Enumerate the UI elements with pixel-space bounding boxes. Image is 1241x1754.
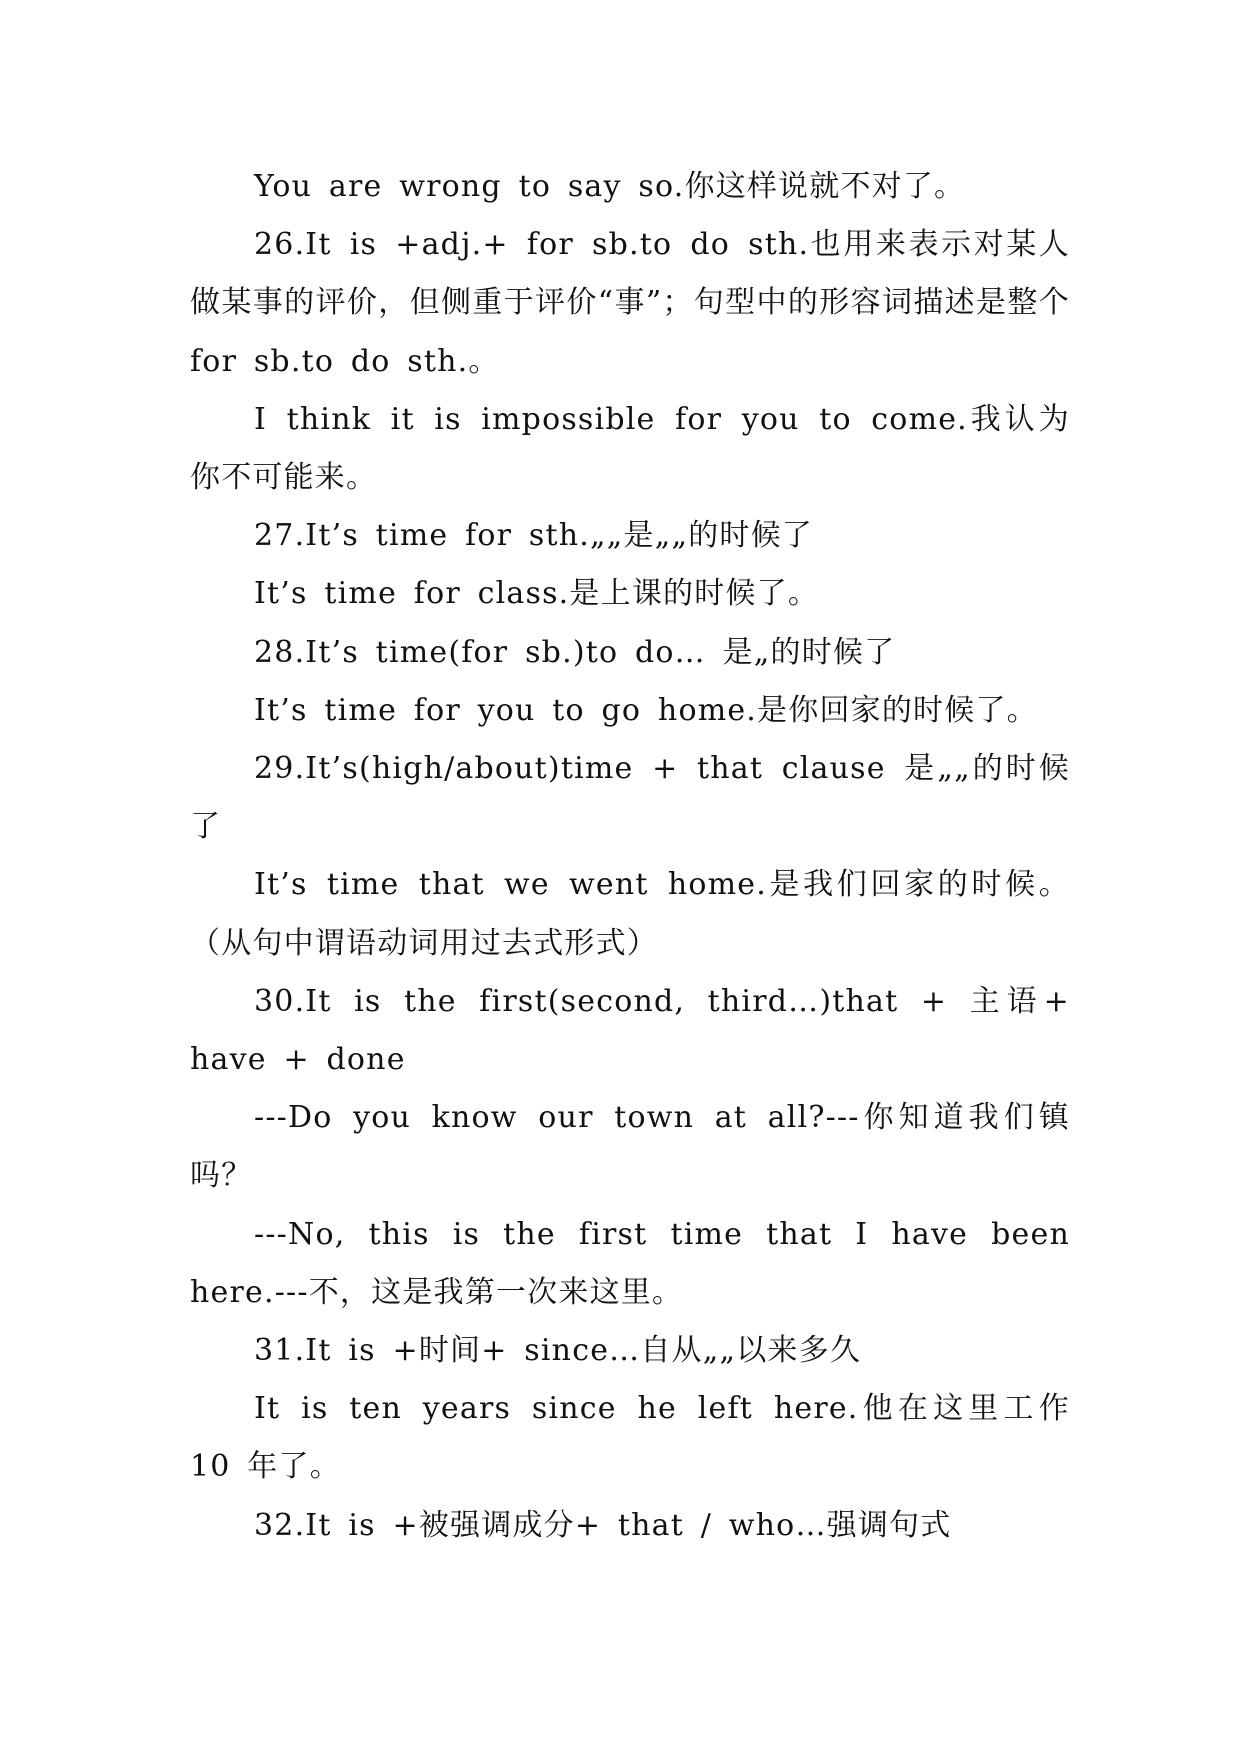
paragraph: It’s time for you to go home.是你回家的时候了。 bbox=[254, 692, 1038, 728]
paragraph: 27.It’s time for sth.„„是„„的时候了 bbox=[254, 518, 813, 554]
paragraph: I think it is impossible for you to come.我认为你不可能来。 bbox=[190, 401, 1070, 496]
paragraph: ---No, this is the first time that I have been here.---不，这是我第一次来这里。 bbox=[190, 1216, 1087, 1310]
paragraph: 30.It is the first(second, third…)that + 主语+ have + done bbox=[190, 983, 1087, 1078]
paragraph: It’s time that we went home.是我们回家的时候。（从句中谓语动词用过去式形式） bbox=[190, 867, 1070, 961]
paragraph: 32.It is +被强调成分+ that / who…强调句式 bbox=[254, 1507, 952, 1543]
paragraph: It’s time for class.是上课的时候了。 bbox=[254, 576, 820, 612]
paragraph: ---Do you know our town at all?---你知道我们镇吗？ bbox=[190, 1100, 1070, 1194]
paragraph: 31.It is +时间+ since…自从„„以来多久 bbox=[254, 1333, 862, 1369]
paragraph: You are wrong to say so.你这样说就不对了。 bbox=[254, 169, 966, 204]
document-page bbox=[190, 158, 1087, 1555]
paragraph: 29.It’s(high/about)time + that clause 是„„的时候了 bbox=[190, 751, 1070, 845]
paragraph: 28.It’s time(for sb.)to do… 是„的时候了 bbox=[254, 634, 896, 670]
paragraph: It is ten years since he left here.他在这里工作 10 年了。 bbox=[190, 1391, 1087, 1485]
paragraph: 26.It is +adj.+ for sb.to do sth.也用来表示对某人做某事的评价，但侧重于评价“事”；句型中的形容词描述是整个for sb.to do sth.。 bbox=[190, 227, 1070, 379]
